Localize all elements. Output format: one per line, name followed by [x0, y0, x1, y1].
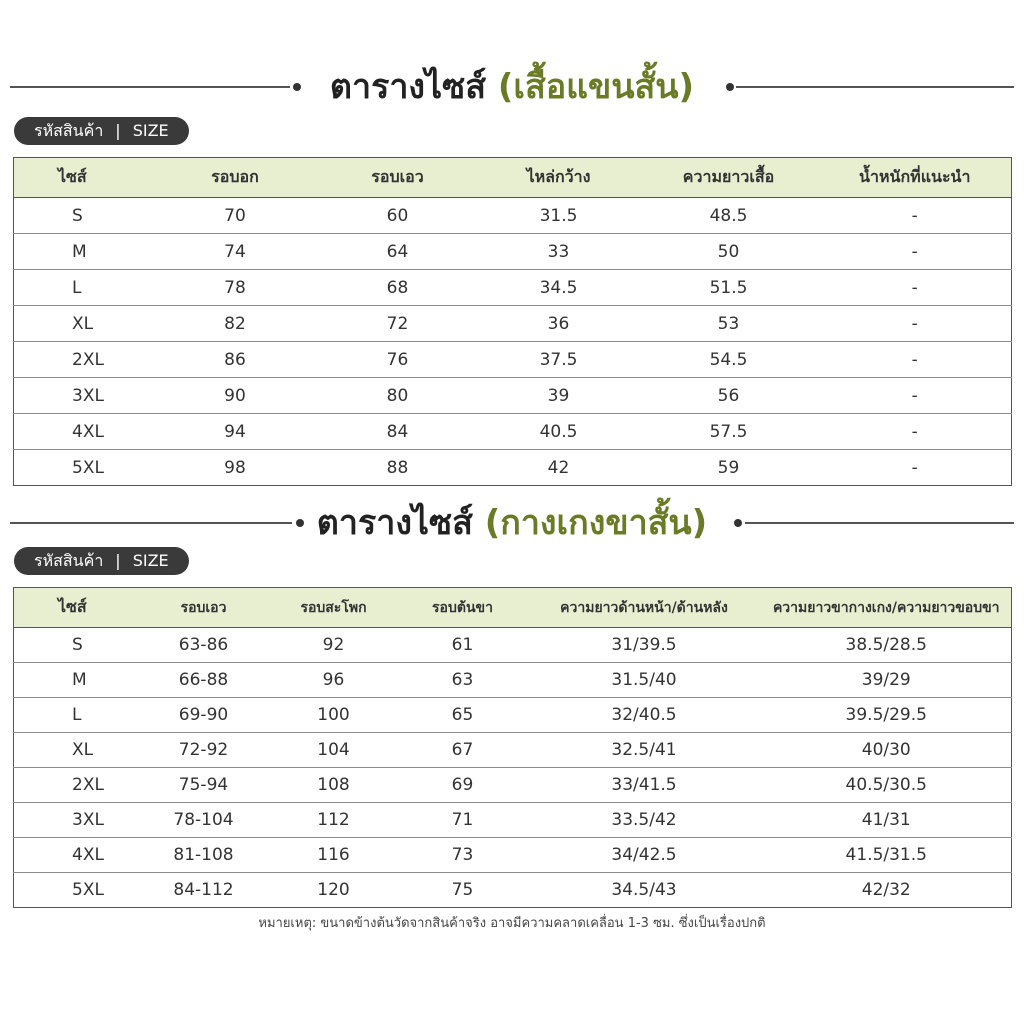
column-header: ไหล่กว้าง	[479, 158, 639, 198]
title-main: ตารางไซส์	[329, 67, 486, 107]
table-cell: XL	[14, 306, 154, 342]
table-cell: 78-104	[139, 803, 269, 838]
table-cell: 63	[399, 663, 527, 698]
table-cell: S	[14, 628, 139, 663]
table-cell: 66-88	[139, 663, 269, 698]
table-cell: -	[819, 306, 1012, 342]
table-row	[14, 234, 1012, 270]
table-cell: 71	[399, 803, 527, 838]
table-row	[14, 628, 1012, 663]
table-cell: 34/42.5	[527, 838, 762, 873]
divider-dot-right	[734, 519, 742, 527]
table-cell: 3XL	[14, 378, 154, 414]
table-cell: 75-94	[139, 768, 269, 803]
table-cell: 53	[639, 306, 819, 342]
column-header: ความยาวด้านหน้า/ด้านหลัง	[527, 588, 762, 628]
pill-size: SIZE	[132, 551, 169, 570]
table-row	[14, 698, 1012, 733]
table-cell: 70	[154, 198, 317, 234]
column-header: รอบต้นขา	[399, 588, 527, 628]
table-cell: 33.5/42	[527, 803, 762, 838]
table-cell: 40/30	[762, 733, 1012, 768]
table-row	[14, 873, 1012, 908]
column-header: รอบเอว	[317, 158, 479, 198]
title-accent: (กางเกงขาสั้น)	[484, 503, 708, 543]
table-cell: 108	[269, 768, 399, 803]
table-cell: 61	[399, 628, 527, 663]
table-cell: 54.5	[639, 342, 819, 378]
table-cell: 72-92	[139, 733, 269, 768]
table-cell: 78	[154, 270, 317, 306]
table-cell: 51.5	[639, 270, 819, 306]
column-header: รอบอก	[154, 158, 317, 198]
title-accent: (เสื้อแขนสั้น)	[497, 67, 695, 107]
table-cell: 33/41.5	[527, 768, 762, 803]
column-header: ไซส์	[14, 588, 139, 628]
table-cell: 82	[154, 306, 317, 342]
shorts-size-table	[13, 587, 1012, 908]
shirt-size-table	[13, 157, 1012, 486]
table-cell: 37.5	[479, 342, 639, 378]
table-cell: 75	[399, 873, 527, 908]
table-cell: 88	[317, 450, 479, 486]
table-row	[14, 768, 1012, 803]
table-cell: 31.5	[479, 198, 639, 234]
table-cell: 36	[479, 306, 639, 342]
table-cell: 72	[317, 306, 479, 342]
table-cell: 69-90	[139, 698, 269, 733]
pill-label: รหัสสินค้า	[34, 551, 104, 570]
table-cell: S	[14, 198, 154, 234]
table-cell: 5XL	[14, 450, 154, 486]
table-cell: 120	[269, 873, 399, 908]
table-cell: 34.5	[479, 270, 639, 306]
table-cell: 69	[399, 768, 527, 803]
table-cell: 41/31	[762, 803, 1012, 838]
column-header: ความยาวขากางเกง/ความยาวขอบขา	[762, 588, 1012, 628]
table-cell: 92	[269, 628, 399, 663]
table-cell: 65	[399, 698, 527, 733]
table-cell: -	[819, 414, 1012, 450]
column-header: รอบเอว	[139, 588, 269, 628]
pill-label: รหัสสินค้า	[34, 121, 104, 140]
table-row	[14, 838, 1012, 873]
table-cell: 64	[317, 234, 479, 270]
table-cell: 4XL	[14, 838, 139, 873]
table-cell: 38.5/28.5	[762, 628, 1012, 663]
pill-size: SIZE	[132, 121, 169, 140]
table-cell: 104	[269, 733, 399, 768]
table-row	[14, 342, 1012, 378]
footnote: หมายเหตุ: ขนาดข้างต้นวัดจากสินค้าจริง อาจมีความคลาดเคลื่อน 1-3 ซม. ซึ่งเป็นเรื่องปกติ	[258, 916, 766, 931]
table-cell: 2XL	[14, 342, 154, 378]
table-cell: 112	[269, 803, 399, 838]
table-cell: 100	[269, 698, 399, 733]
table-cell: 39.5/29.5	[762, 698, 1012, 733]
table-row	[14, 270, 1012, 306]
table-cell: 90	[154, 378, 317, 414]
table-cell: 60	[317, 198, 479, 234]
table-cell: 33	[479, 234, 639, 270]
table-cell: M	[14, 234, 154, 270]
table-cell: 32.5/41	[527, 733, 762, 768]
table-cell: 80	[317, 378, 479, 414]
table-cell: L	[14, 270, 154, 306]
table-cell: XL	[14, 733, 139, 768]
table-cell: 32/40.5	[527, 698, 762, 733]
product-code-pill	[14, 547, 189, 575]
column-header: น้ำหนักที่แนะนำ	[819, 158, 1012, 198]
table-cell: 59	[639, 450, 819, 486]
table-cell: 73	[399, 838, 527, 873]
column-header: ความยาวเสื้อ	[639, 158, 819, 198]
table-cell: 31.5/40	[527, 663, 762, 698]
shorts-size-heading	[0, 498, 1024, 548]
column-header: รอบสะโพก	[269, 588, 399, 628]
table-cell: 48.5	[639, 198, 819, 234]
table-row	[14, 306, 1012, 342]
table-cell: 4XL	[14, 414, 154, 450]
table-cell: 63-86	[139, 628, 269, 663]
table-cell: 98	[154, 450, 317, 486]
table-row	[14, 803, 1012, 838]
table-cell: 84-112	[139, 873, 269, 908]
pill-separator: |	[115, 121, 121, 140]
pill-separator: |	[115, 551, 121, 570]
shirt-size-heading	[0, 62, 1024, 112]
table-cell: -	[819, 378, 1012, 414]
table-header-row	[14, 158, 1012, 198]
table-cell: 42/32	[762, 873, 1012, 908]
table-cell: 74	[154, 234, 317, 270]
table-cell: 5XL	[14, 873, 139, 908]
table-row	[14, 198, 1012, 234]
table-cell: 42	[479, 450, 639, 486]
product-code-pill	[14, 117, 189, 145]
table-cell: L	[14, 698, 139, 733]
table-cell: 116	[269, 838, 399, 873]
table-cell: 57.5	[639, 414, 819, 450]
table-cell: 68	[317, 270, 479, 306]
table-cell: 50	[639, 234, 819, 270]
table-header-row	[14, 588, 1012, 628]
table-cell: -	[819, 198, 1012, 234]
divider-dot-right	[726, 83, 734, 91]
table-cell: 40.5	[479, 414, 639, 450]
table-cell: 31/39.5	[527, 628, 762, 663]
table-cell: -	[819, 270, 1012, 306]
table-row	[14, 378, 1012, 414]
table-cell: 67	[399, 733, 527, 768]
table-cell: 94	[154, 414, 317, 450]
table-cell: 34.5/43	[527, 873, 762, 908]
divider-line-right	[745, 522, 1014, 524]
table-row	[14, 414, 1012, 450]
column-header: ไซส์	[14, 158, 154, 198]
table-cell: 2XL	[14, 768, 139, 803]
table-row	[14, 733, 1012, 768]
table-cell: 39/29	[762, 663, 1012, 698]
table-cell: 39	[479, 378, 639, 414]
table-row	[14, 450, 1012, 486]
table-cell: 86	[154, 342, 317, 378]
title-main: ตารางไซส์	[316, 503, 473, 543]
table-cell: 41.5/31.5	[762, 838, 1012, 873]
table-cell: -	[819, 234, 1012, 270]
table-cell: -	[819, 342, 1012, 378]
divider-line-right	[736, 86, 1014, 88]
table-cell: 81-108	[139, 838, 269, 873]
table-cell: 40.5/30.5	[762, 768, 1012, 803]
table-cell: 84	[317, 414, 479, 450]
table-cell: 56	[639, 378, 819, 414]
table-cell: -	[819, 450, 1012, 486]
table-cell: 3XL	[14, 803, 139, 838]
table-row	[14, 663, 1012, 698]
table-cell: 96	[269, 663, 399, 698]
table-cell: 76	[317, 342, 479, 378]
table-cell: M	[14, 663, 139, 698]
